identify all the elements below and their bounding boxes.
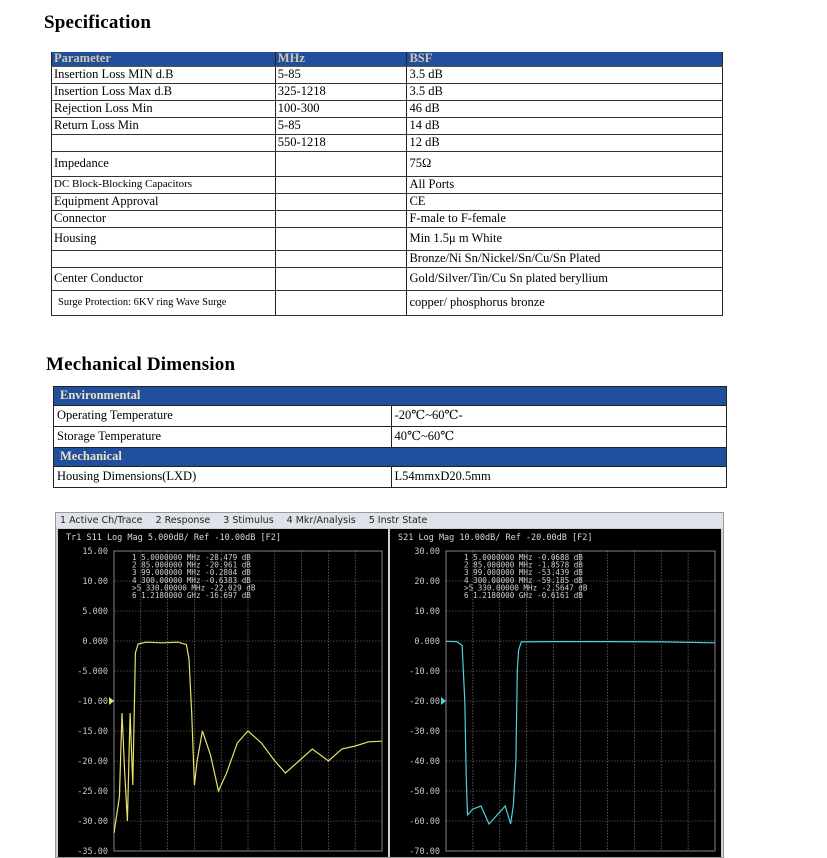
s11-marker-readout: >5 330.00000 MHz -22.029 dB — [132, 583, 256, 593]
spec-cell: Gold/Silver/Tin/Cu Sn plated beryllium — [407, 268, 723, 291]
spec-table — [51, 52, 723, 316]
st-temp-label: Storage Temperature — [54, 427, 392, 448]
spec-cell: Return Loss Min — [52, 118, 276, 135]
spec-cell — [275, 152, 407, 177]
spec-cell: 12 dB — [407, 135, 723, 152]
menu-response[interactable]: 2 Response — [155, 515, 211, 526]
s11-ytick: -5.000 — [77, 667, 108, 677]
spec-cell: Bronze/Ni Sn/Nickel/Sn/Cu/Sn Plated — [407, 251, 723, 268]
vna-screenshot — [55, 512, 724, 858]
s11-marker-readout: 2 85.000000 MHz -20.961 dB — [132, 560, 251, 570]
spec-row — [52, 84, 723, 101]
menu-stimulus[interactable]: 3 Stimulus — [223, 515, 274, 526]
spec-cell: 14 dB — [407, 118, 723, 135]
spec-cell — [275, 291, 407, 316]
spec-title: Specification — [44, 12, 152, 33]
spec-header-2: BSF — [407, 52, 723, 67]
s21-panel — [390, 529, 721, 858]
spec-header-1: MHz — [275, 52, 407, 67]
spec-cell: 5-85 — [275, 67, 407, 84]
spec-row — [52, 211, 723, 228]
menu-instr-state[interactable]: 5 Instr State — [368, 515, 428, 526]
spec-cell: Min 1.5μ m White — [407, 228, 723, 251]
spec-cell: Insertion Loss Max d.B — [52, 84, 276, 101]
spec-cell: Center Conductor — [52, 268, 276, 291]
env-band: Environmental — [54, 387, 727, 406]
menu-mkr-analysis[interactable]: 4 Mkr/Analysis — [286, 515, 356, 526]
spec-cell — [275, 211, 407, 228]
spec-cell: 46 dB — [407, 101, 723, 118]
s21-ytick: -20.00 — [409, 697, 440, 707]
spec-row — [52, 67, 723, 84]
s11-ytick: 0.000 — [82, 637, 108, 647]
spec-cell: 75Ω — [407, 152, 723, 177]
menu-active-ch[interactable]: 1 Active Ch/Trace — [60, 515, 143, 526]
st-temp-value: 40℃~60℃ — [391, 427, 726, 448]
s11-ytick: -25.00 — [77, 787, 108, 797]
op-temp-value: -20℃~60℃- — [391, 406, 726, 427]
spec-cell: 325-1218 — [275, 84, 407, 101]
spec-row — [52, 251, 723, 268]
s21-ytick: -70.00 — [409, 847, 440, 857]
spec-cell — [275, 228, 407, 251]
s11-marker-readout: 3 99.000000 MHz -0.2804 dB — [132, 568, 251, 578]
spec-cell — [275, 177, 407, 194]
s21-ytick: 0.000 — [414, 637, 440, 647]
spec-cell: 550-1218 — [275, 135, 407, 152]
s21-ytick: 10.00 — [414, 607, 440, 617]
spec-row — [52, 228, 723, 251]
s21-marker-readout: 3 99.000000 MHz -53.439 dB — [464, 568, 583, 578]
spec-row — [52, 101, 723, 118]
s21-ytick: -10.00 — [409, 667, 440, 677]
s21-marker-readout: 2 85.000000 MHz -1.8578 dB — [464, 560, 583, 570]
s21-marker-readout: 4 300.00000 MHz -59.185 dB — [464, 575, 583, 585]
s21-ref-marker — [441, 697, 446, 705]
spec-header-0: Parameter — [52, 52, 276, 67]
s21-ytick: 20.00 — [414, 577, 440, 587]
s11-ytick: -15.00 — [77, 727, 108, 737]
s21-ytick: -30.00 — [409, 727, 440, 737]
s11-plot — [58, 529, 388, 858]
spec-cell — [275, 194, 407, 211]
spec-cell: Equipment Approval — [52, 194, 276, 211]
spec-cell: F-male to F-female — [407, 211, 723, 228]
op-temp-label: Operating Temperature — [54, 406, 392, 427]
s21-marker-readout: >5 330.00000 MHz -2.5647 dB — [464, 583, 588, 593]
housing-dim-value: L54mmxD20.5mm — [391, 467, 726, 488]
spec-row — [52, 118, 723, 135]
spec-cell: copper/ phosphorus bronze — [407, 291, 723, 316]
mech-table — [53, 386, 727, 488]
spec-cell: DC Block-Blocking Capacitors — [52, 177, 276, 194]
s11-ytick: -30.00 — [77, 817, 108, 827]
spec-cell: Rejection Loss Min — [52, 101, 276, 118]
spec-row — [52, 194, 723, 211]
spec-cell: 100-300 — [275, 101, 407, 118]
spec-cell — [275, 268, 407, 291]
spec-cell: Housing — [52, 228, 276, 251]
spec-cell: All Ports — [407, 177, 723, 194]
spec-cell: 5-85 — [275, 118, 407, 135]
housing-dim-label: Housing Dimensions(LXD) — [54, 467, 392, 488]
spec-row — [52, 177, 723, 194]
spec-cell: CE — [407, 194, 723, 211]
s11-header: Tr1 S11 Log Mag 5.000dB/ Ref -10.00dB [F2] — [66, 533, 281, 543]
s11-ytick: -10.00 — [77, 697, 108, 707]
s21-ytick: -60.00 — [409, 817, 440, 827]
s21-plot — [390, 529, 721, 858]
spec-cell: Surge Protection: 6KV ring Wave Surge — [52, 291, 276, 316]
s11-ytick: -35.00 — [77, 847, 108, 857]
spec-cell — [52, 135, 276, 152]
spec-cell — [275, 251, 407, 268]
spec-row — [52, 135, 723, 152]
s11-ytick: 5.000 — [82, 607, 108, 617]
spec-cell: 3.5 dB — [407, 84, 723, 101]
spec-cell: 3.5 dB — [407, 67, 723, 84]
spec-cell: Impedance — [52, 152, 276, 177]
spec-cell — [52, 251, 276, 268]
s21-header: S21 Log Mag 10.00dB/ Ref -20.00dB [F2] — [398, 533, 593, 543]
spec-cell: Insertion Loss MIN d.B — [52, 67, 276, 84]
spec-cell: Connector — [52, 211, 276, 228]
s11-marker-readout: 4 300.00000 MHz -0.6383 dB — [132, 575, 251, 585]
spec-row — [52, 291, 723, 316]
mech-band: Mechanical — [54, 448, 727, 467]
s21-marker-readout: 6 1.2180000 GHz -0.6161 dB — [464, 591, 583, 600]
s21-ytick: 30.00 — [414, 547, 440, 557]
s21-ytick: -40.00 — [409, 757, 440, 767]
spec-row — [52, 152, 723, 177]
s21-ytick: -50.00 — [409, 787, 440, 797]
mech-title: Mechanical Dimension — [46, 354, 236, 375]
vna-menubar — [56, 513, 723, 528]
s11-ytick: 15.00 — [82, 547, 108, 557]
s11-ytick: 10.00 — [82, 577, 108, 587]
s11-panel — [58, 529, 388, 858]
s11-marker-readout: 6 1.2180000 GHz -16.697 dB — [132, 591, 251, 600]
s11-marker-readout: 1 5.0000000 MHz -28.479 dB — [132, 553, 251, 562]
s11-ref-marker — [109, 697, 114, 705]
s21-marker-readout: 1 5.0000000 MHz -0.0688 dB — [464, 553, 583, 562]
spec-row — [52, 268, 723, 291]
s11-ytick: -20.00 — [77, 757, 108, 767]
